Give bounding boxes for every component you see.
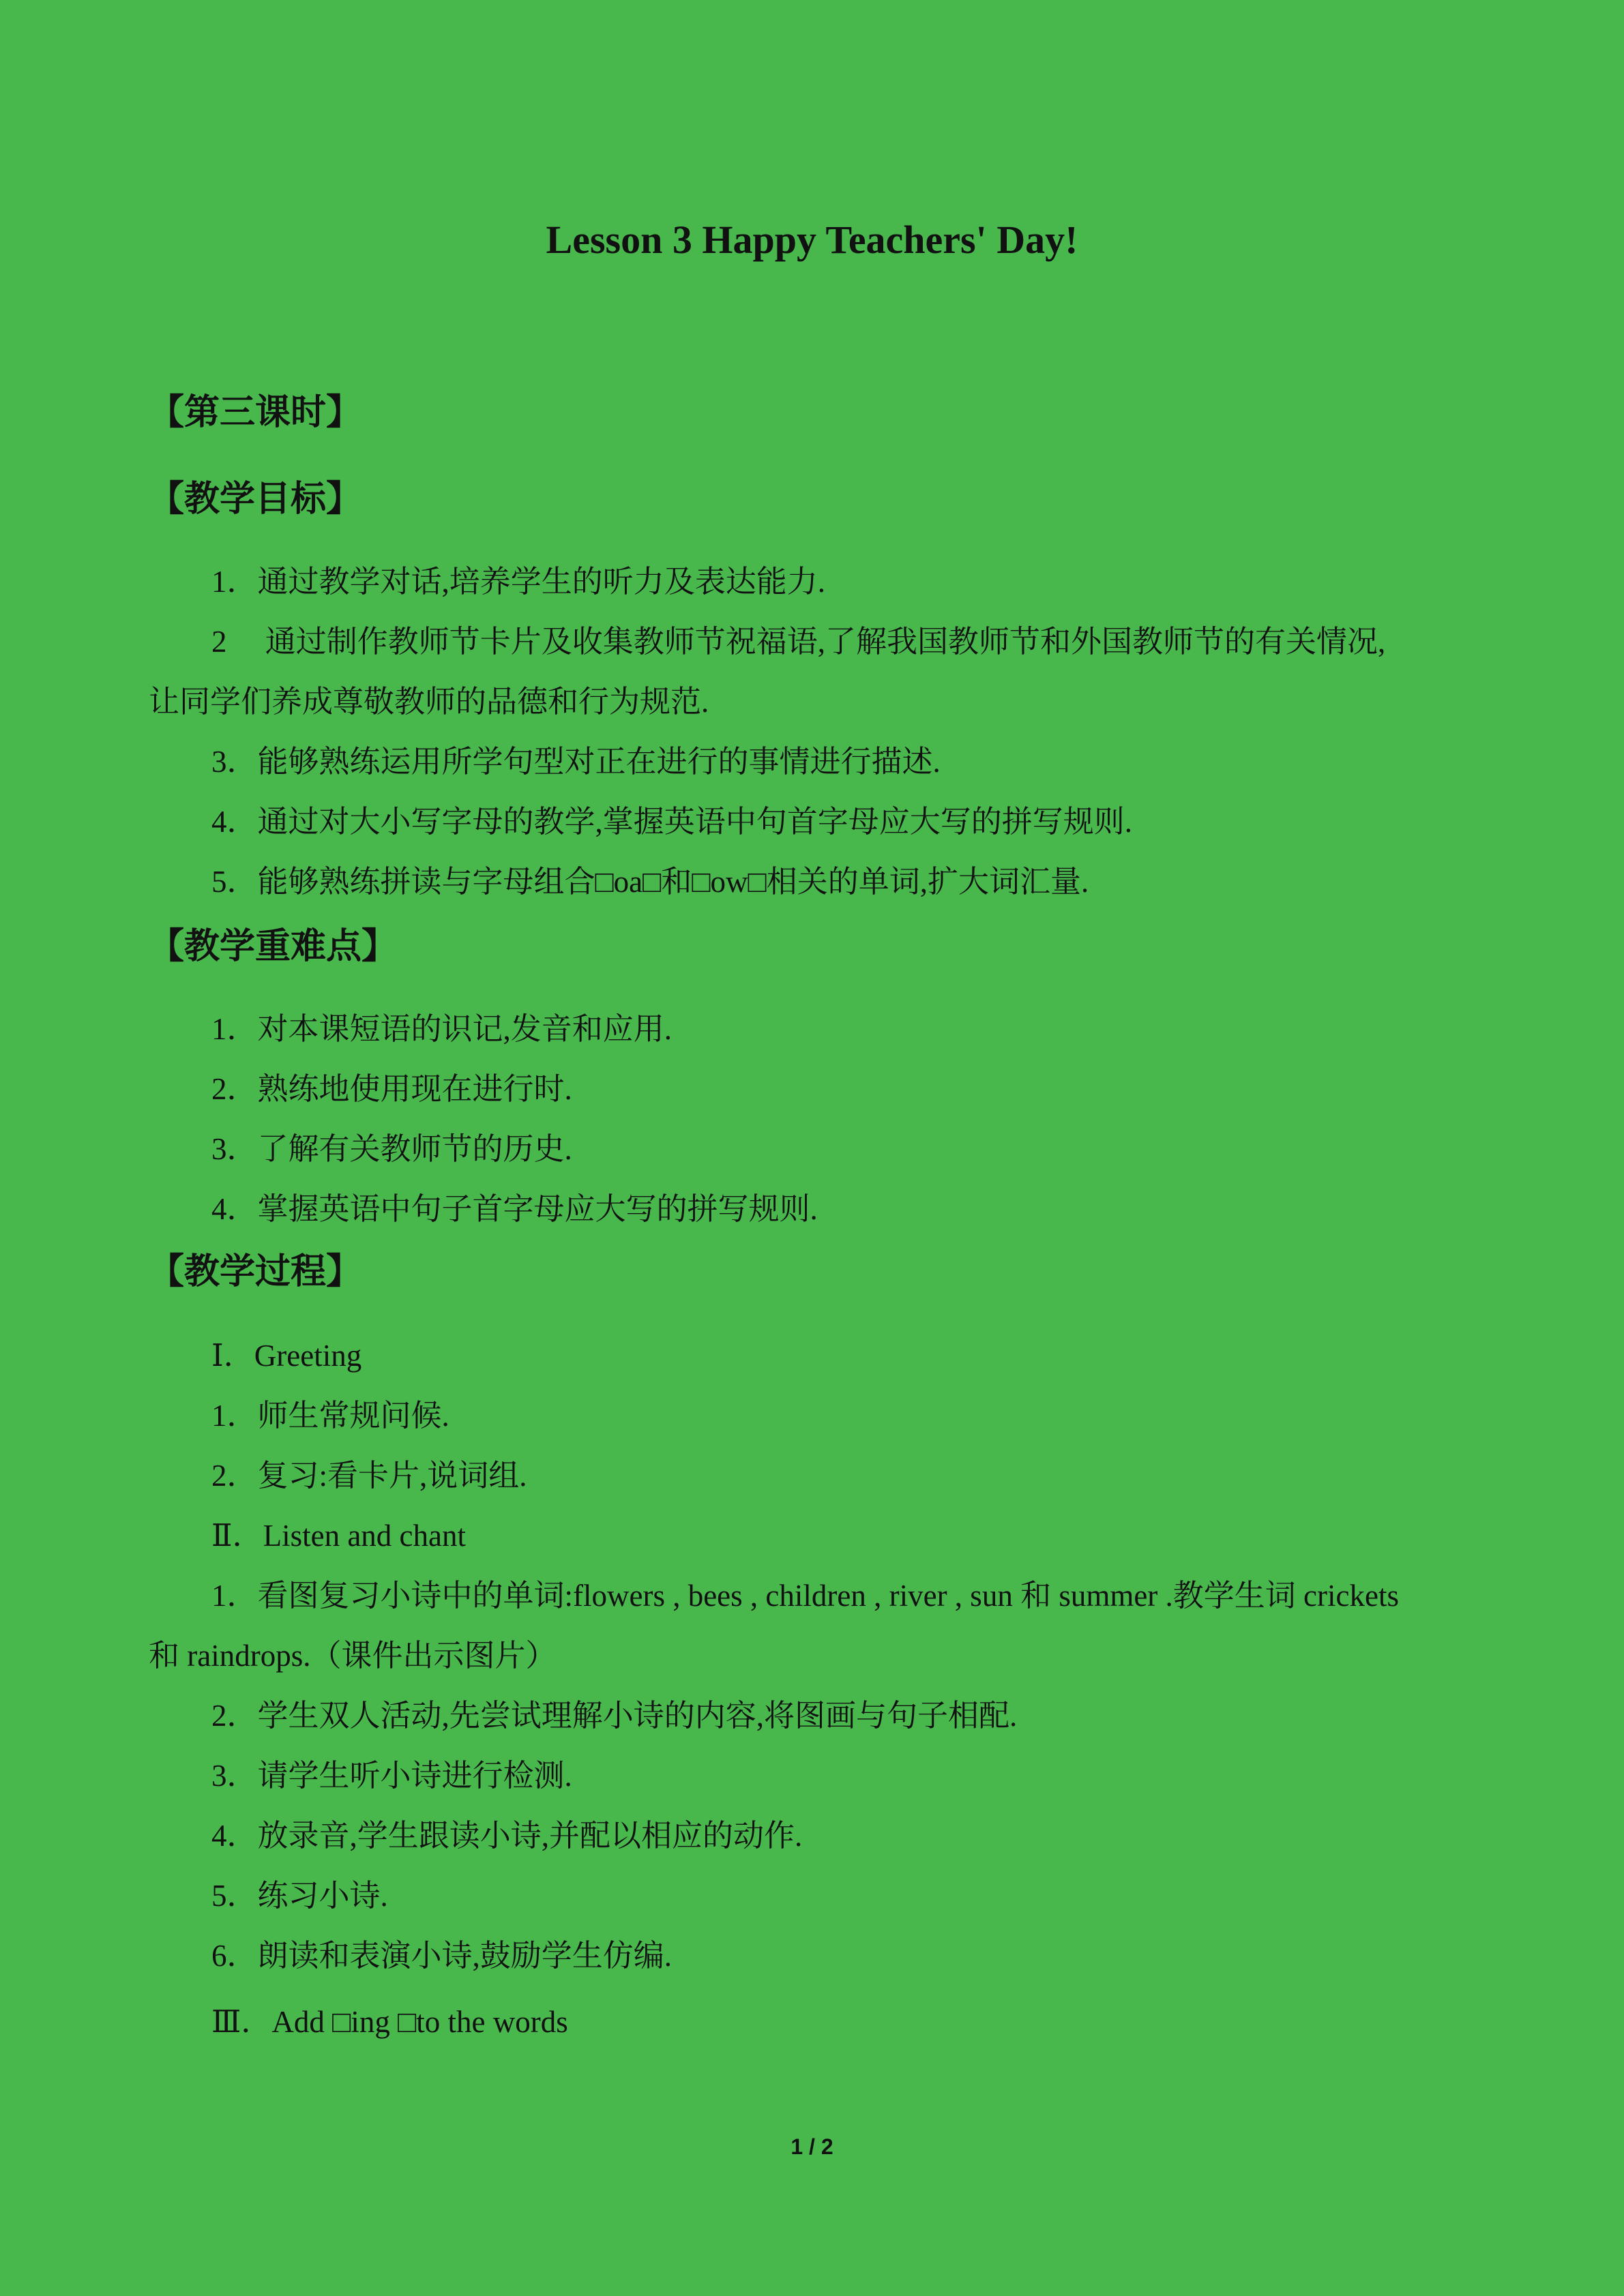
process-item: 1．看图复习小诗中的单词:flowers , bees , children , river , sun 和 summer .教学生词 crickets <box>211 1579 1399 1613</box>
objective-item: 3．能够熟练运用所学句型对正在进行的事情进行描述. <box>211 745 941 779</box>
process-item: 2．学生双人活动,先尝试理解小诗的内容,将图画与句子相配. <box>211 1699 1018 1733</box>
page-number: 1 / 2 <box>791 2134 833 2159</box>
key-point-item: 2．熟练地使用现在进行时. <box>211 1072 572 1106</box>
objective-item-continuation: 让同学们养成尊敬教师的品德和行为规范. <box>149 685 709 719</box>
objective-item: 5．能够熟练拼读与字母组合□oa□和□ow□相关的单词,扩大词汇量. <box>211 865 1089 899</box>
page-title: Lesson 3 Happy Teachers' Day! <box>546 218 1078 262</box>
key-point-item: 1．对本课短语的识记,发音和应用. <box>211 1012 673 1046</box>
process-item: 4．放录音,学生跟读小诗,并配以相应的动作. <box>211 1819 803 1853</box>
process-item: 6．朗读和表演小诗,鼓励学生仿编. <box>211 1939 673 1973</box>
process-part-title: Ⅰ．Greeting <box>211 1339 362 1373</box>
objective-item: 2 通过制作教师节卡片及收集教师节祝福语,了解我国教师节和外国教师节的有关情况, <box>211 625 1386 659</box>
objective-item: 1．通过教学对话,培养学生的听力及表达能力. <box>211 565 826 599</box>
process-part-title: Ⅱ．Listen and chant <box>211 1519 466 1553</box>
objective-item: 4．通过对大小写字母的教学,掌握英语中句首字母应大写的拼写规则. <box>211 805 1133 839</box>
process-item-continuation: 和 raindrops.（课件出示图片） <box>149 1639 557 1673</box>
process-part-title: Ⅲ．Add □ing □to the words <box>211 2005 568 2039</box>
process-item: 3．请学生听小诗进行检测. <box>211 1759 572 1793</box>
section-heading-period: 【第三课时】 <box>149 392 362 433</box>
process-item: 1．师生常规问候. <box>211 1399 449 1433</box>
process-item: 2．复习:看卡片,说词组. <box>211 1459 527 1493</box>
key-point-item: 4．掌握英语中句子首字母应大写的拼写规则. <box>211 1192 818 1226</box>
section-heading-process: 【教学过程】 <box>149 1251 362 1292</box>
section-heading-objectives: 【教学目标】 <box>149 479 362 520</box>
section-heading-key-points: 【教学重难点】 <box>149 926 398 967</box>
process-item: 5．练习小诗. <box>211 1879 388 1913</box>
key-point-item: 3．了解有关教师节的历史. <box>211 1132 572 1166</box>
